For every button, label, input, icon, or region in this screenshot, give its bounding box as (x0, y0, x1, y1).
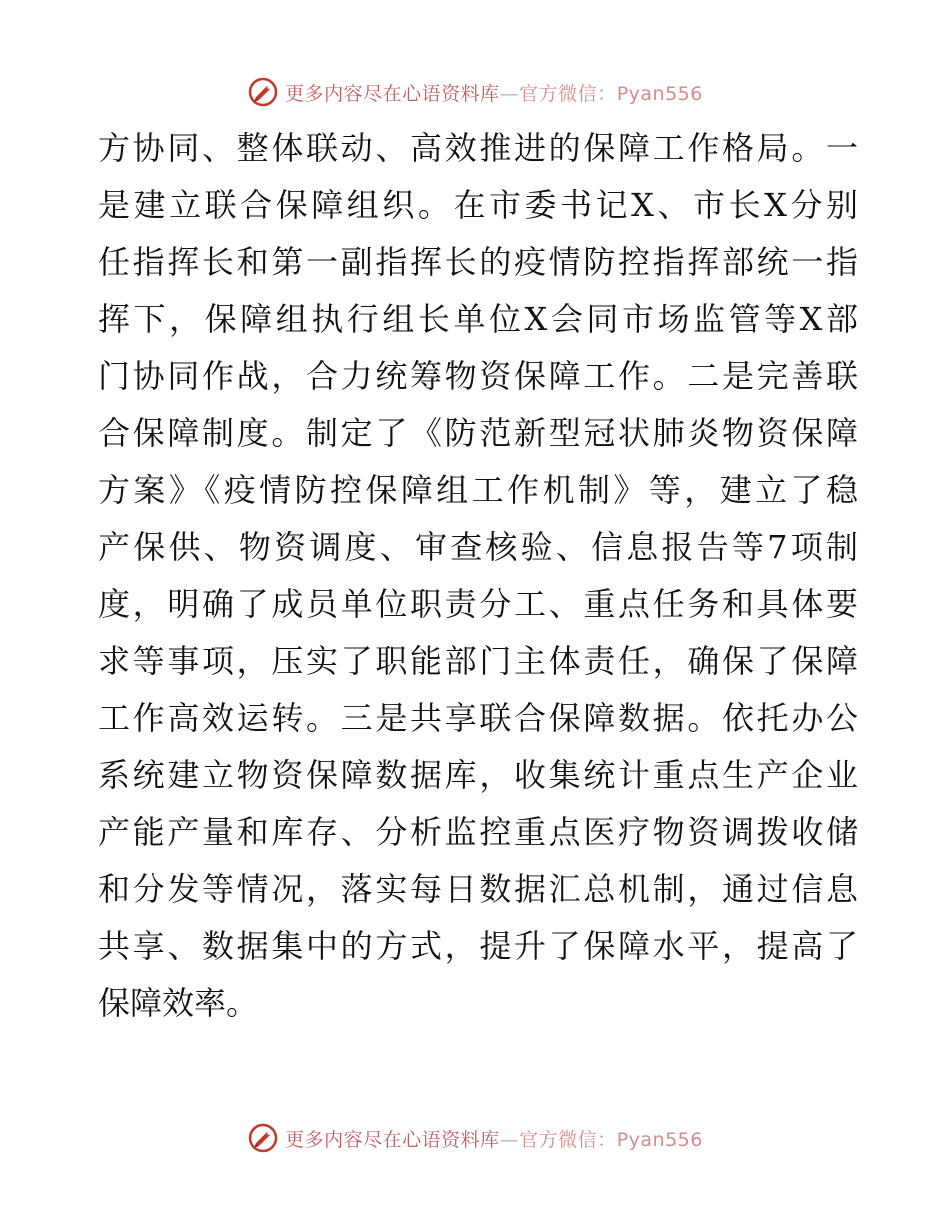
header-banner-text (285, 79, 703, 106)
body-line: 工作高效运转。三是共享联合保障数据。依托办公 (98, 699, 858, 737)
body-line: 方协同、整体联动、高效推进的保障工作格局。一 (98, 129, 858, 167)
body-line: 保障效率。 (98, 984, 259, 1022)
header-banner-wechat-label: 官方微信： (519, 82, 617, 105)
header-banner-handle: Pyan556 (616, 82, 703, 105)
body-line: 系统建立物资保障数据库，收集统计重点生产企业 (98, 756, 858, 794)
pen-nib-logo-icon (247, 1122, 279, 1154)
header-banner-dash: — (499, 82, 520, 105)
body-line: 度，明确了成员单位职责分工、重点任务和具体要 (98, 585, 858, 623)
body-line: 方案》《疫情防控保障组工作机制》等，建立了稳 (98, 471, 858, 509)
body-line: 和分发等情况，落实每日数据汇总机制，通过信息 (98, 870, 858, 908)
document-body (98, 120, 858, 1032)
body-line: 求等事项，压实了职能部门主体责任，确保了保障 (98, 642, 858, 680)
body-line: 是建立联合保障组织。在市委书记X、市长X分别 (98, 186, 858, 224)
body-line: 合保障制度。制定了《防范新型冠状肺炎物资保障 (98, 414, 858, 452)
header-banner (0, 72, 950, 112)
footer-banner-title: 更多内容尽在心语资料库 (285, 1128, 500, 1151)
pen-nib-logo-icon (247, 76, 279, 108)
footer-banner-wechat-label: 官方微信： (519, 1128, 617, 1151)
body-line: 产保供、物资调度、审查核验、信息报告等7项制 (98, 528, 858, 566)
body-line: 共享、数据集中的方式，提升了保障水平，提高了 (98, 927, 858, 965)
footer-banner-text (285, 1125, 703, 1152)
footer-banner-dash: — (499, 1128, 520, 1151)
header-banner-title: 更多内容尽在心语资料库 (285, 82, 500, 105)
body-line: 门协同作战，合力统筹物资保障工作。二是完善联 (98, 357, 858, 395)
footer-banner (0, 1118, 950, 1158)
body-line: 产能产量和库存、分析监控重点医疗物资调拨收储 (98, 813, 858, 851)
footer-banner-handle: Pyan556 (616, 1128, 703, 1151)
body-line: 挥下，保障组执行组长单位X会同市场监管等X部 (98, 300, 858, 338)
body-line: 任指挥长和第一副指挥长的疫情防控指挥部统一指 (98, 243, 858, 281)
